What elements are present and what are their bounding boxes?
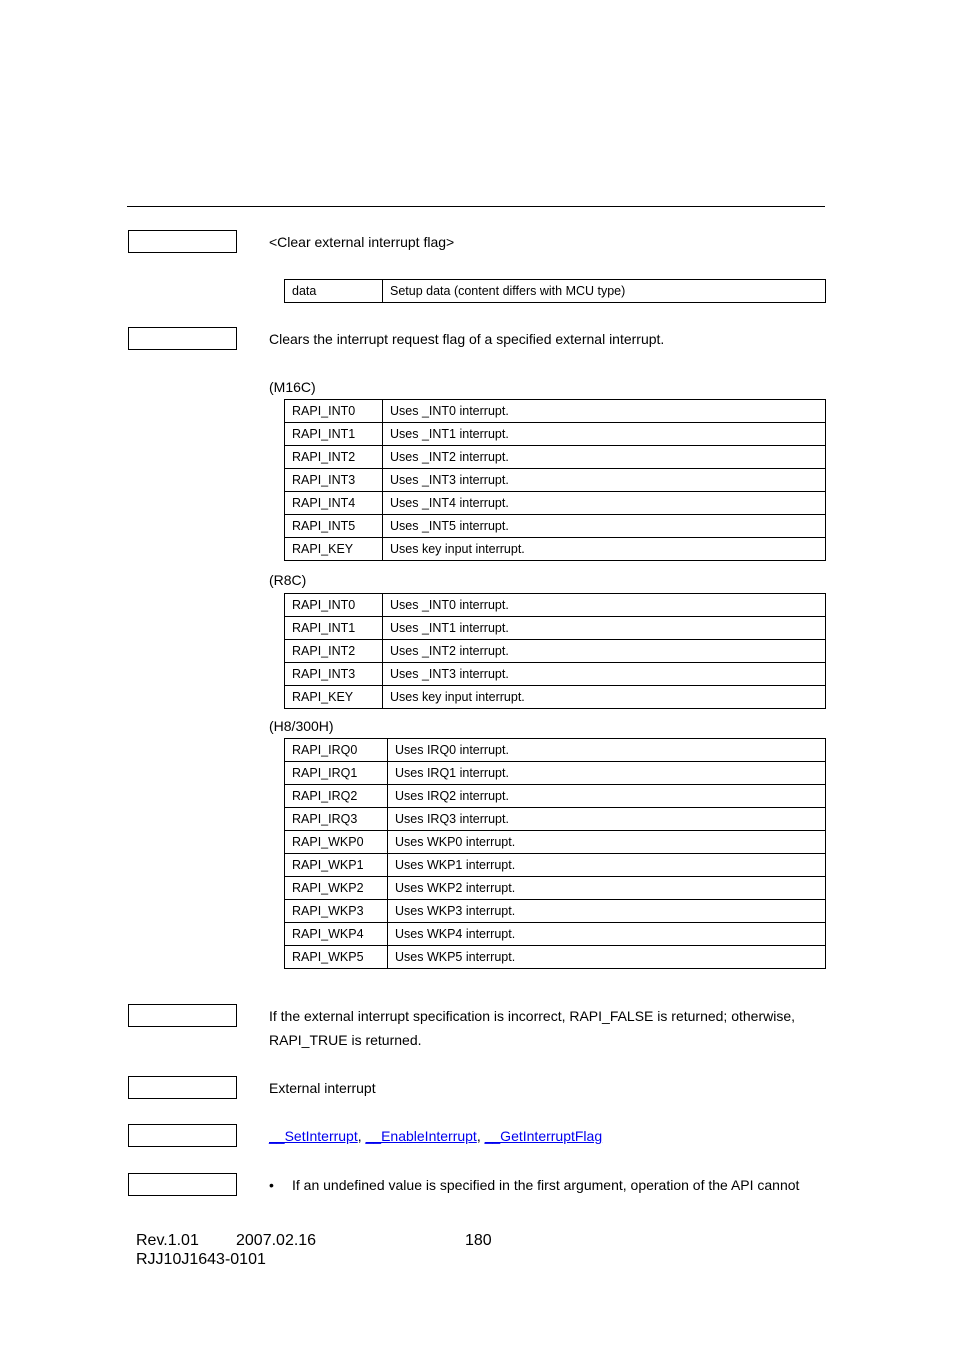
cell-desc: Uses _INT4 interrupt.: [383, 492, 826, 515]
footer-date: 2007.02.16: [236, 1232, 317, 1249]
heading-box-reference: [128, 1124, 237, 1147]
cell-name: RAPI_IRQ2: [285, 785, 388, 808]
table-row: [285, 594, 826, 617]
cell-desc: Uses _INT2 interrupt.: [383, 640, 826, 663]
param-name: data: [285, 280, 383, 303]
cell-desc: Uses _INT5 interrupt.: [383, 515, 826, 538]
reference-links: [269, 1124, 602, 1148]
table-row: [285, 739, 826, 762]
m16c-table: [284, 399, 826, 561]
cell-name: RAPI_WKP5: [285, 946, 388, 969]
cell-desc: Uses IRQ2 interrupt.: [388, 785, 826, 808]
cell-desc: Uses _INT2 interrupt.: [383, 446, 826, 469]
cell-desc: Uses WKP2 interrupt.: [388, 877, 826, 900]
footer-doc-id: RJJ10J1643-0101: [136, 1251, 266, 1268]
cell-name: RAPI_KEY: [285, 538, 383, 561]
cell-name: RAPI_INT1: [285, 423, 383, 446]
note-text: If an undefined value is specified in the first argument, operation of the API cannot: [292, 1177, 800, 1193]
table-row: [285, 808, 826, 831]
table-row: [285, 280, 826, 303]
category-text: External interrupt: [269, 1080, 376, 1096]
table-row: [285, 469, 826, 492]
heading-box-category: [128, 1076, 237, 1099]
cell-desc: Uses _INT0 interrupt.: [383, 400, 826, 423]
cell-name: RAPI_WKP0: [285, 831, 388, 854]
cell-desc: Uses IRQ1 interrupt.: [388, 762, 826, 785]
heading-box-synopsis: [128, 230, 237, 253]
table-row: [285, 877, 826, 900]
cell-name: RAPI_INT4: [285, 492, 383, 515]
footer-revision: Rev.1.01: [136, 1232, 199, 1249]
cell-desc: Uses _INT3 interrupt.: [383, 469, 826, 492]
table-row: [285, 663, 826, 686]
cell-name: RAPI_INT2: [285, 446, 383, 469]
cell-desc: Uses WKP0 interrupt.: [388, 831, 826, 854]
cell-name: RAPI_INT0: [285, 594, 383, 617]
heading-box-return: [128, 1004, 237, 1027]
table-row: [285, 515, 826, 538]
cell-desc: Uses key input interrupt.: [383, 538, 826, 561]
table-row: [285, 686, 826, 709]
heading-box-remarks: [128, 1173, 237, 1196]
cell-name: RAPI_IRQ1: [285, 762, 388, 785]
table-row: [285, 640, 826, 663]
cell-desc: Uses _INT0 interrupt.: [383, 594, 826, 617]
r8c-label: (R8C): [269, 572, 307, 588]
cell-name: RAPI_INT3: [285, 469, 383, 492]
link-separator: ,: [357, 1128, 366, 1144]
cell-name: RAPI_INT1: [285, 617, 383, 640]
h8-label: (H8/300H): [269, 718, 334, 734]
table-row: [285, 538, 826, 561]
m16c-label: (M16C): [269, 379, 316, 395]
cell-name: RAPI_INT0: [285, 400, 383, 423]
cell-desc: Uses _INT1 interrupt.: [383, 423, 826, 446]
return-text-line2: RAPI_TRUE is returned.: [269, 1032, 422, 1048]
cell-name: RAPI_INT2: [285, 640, 383, 663]
cell-name: RAPI_IRQ0: [285, 739, 388, 762]
header-rule: [127, 206, 825, 207]
summary-text: <Clear external interrupt flag>: [269, 234, 455, 250]
table-row: [285, 923, 826, 946]
table-row: [285, 446, 826, 469]
cell-desc: Uses key input interrupt.: [383, 686, 826, 709]
cell-name: RAPI_WKP1: [285, 854, 388, 877]
link-separator: ,: [476, 1128, 485, 1144]
note-bullet: •: [269, 1177, 274, 1193]
cell-desc: Uses _INT1 interrupt.: [383, 617, 826, 640]
param-desc: Setup data (content differs with MCU type): [383, 280, 826, 303]
cell-desc: Uses WKP3 interrupt.: [388, 900, 826, 923]
table-row: [285, 831, 826, 854]
enable-interrupt-link[interactable]: __EnableInterrupt: [365, 1128, 477, 1144]
cell-name: RAPI_KEY: [285, 686, 383, 709]
cell-name: RAPI_WKP4: [285, 923, 388, 946]
table-row: [285, 854, 826, 877]
cell-desc: Uses WKP1 interrupt.: [388, 854, 826, 877]
cell-desc: Uses WKP5 interrupt.: [388, 946, 826, 969]
cell-desc: Uses _INT3 interrupt.: [383, 663, 826, 686]
table-row: [285, 946, 826, 969]
table-row: [285, 900, 826, 923]
cell-name: RAPI_INT3: [285, 663, 383, 686]
cell-name: RAPI_IRQ3: [285, 808, 388, 831]
cell-desc: Uses IRQ3 interrupt.: [388, 808, 826, 831]
parameter-table: [284, 279, 826, 303]
get-interrupt-flag-link[interactable]: __GetInterruptFlag: [484, 1128, 603, 1144]
footer-page-number: 180: [465, 1232, 492, 1249]
cell-name: RAPI_WKP2: [285, 877, 388, 900]
cell-name: RAPI_INT5: [285, 515, 383, 538]
heading-box-description: [128, 327, 237, 350]
cell-desc: Uses IRQ0 interrupt.: [388, 739, 826, 762]
table-row: [285, 423, 826, 446]
r8c-table: [284, 593, 826, 709]
table-row: [285, 617, 826, 640]
table-row: [285, 400, 826, 423]
h8-table: [284, 738, 826, 969]
table-row: [285, 492, 826, 515]
table-row: [285, 785, 826, 808]
cell-name: RAPI_WKP3: [285, 900, 388, 923]
set-interrupt-link[interactable]: __SetInterrupt: [269, 1128, 358, 1144]
table-row: [285, 762, 826, 785]
description-text: Clears the interrupt request flag of a specified external interrupt.: [269, 331, 665, 347]
cell-desc: Uses WKP4 interrupt.: [388, 923, 826, 946]
return-text-line1: If the external interrupt specification is incorrect, RAPI_FALSE is returned; otherwise,: [269, 1008, 796, 1024]
